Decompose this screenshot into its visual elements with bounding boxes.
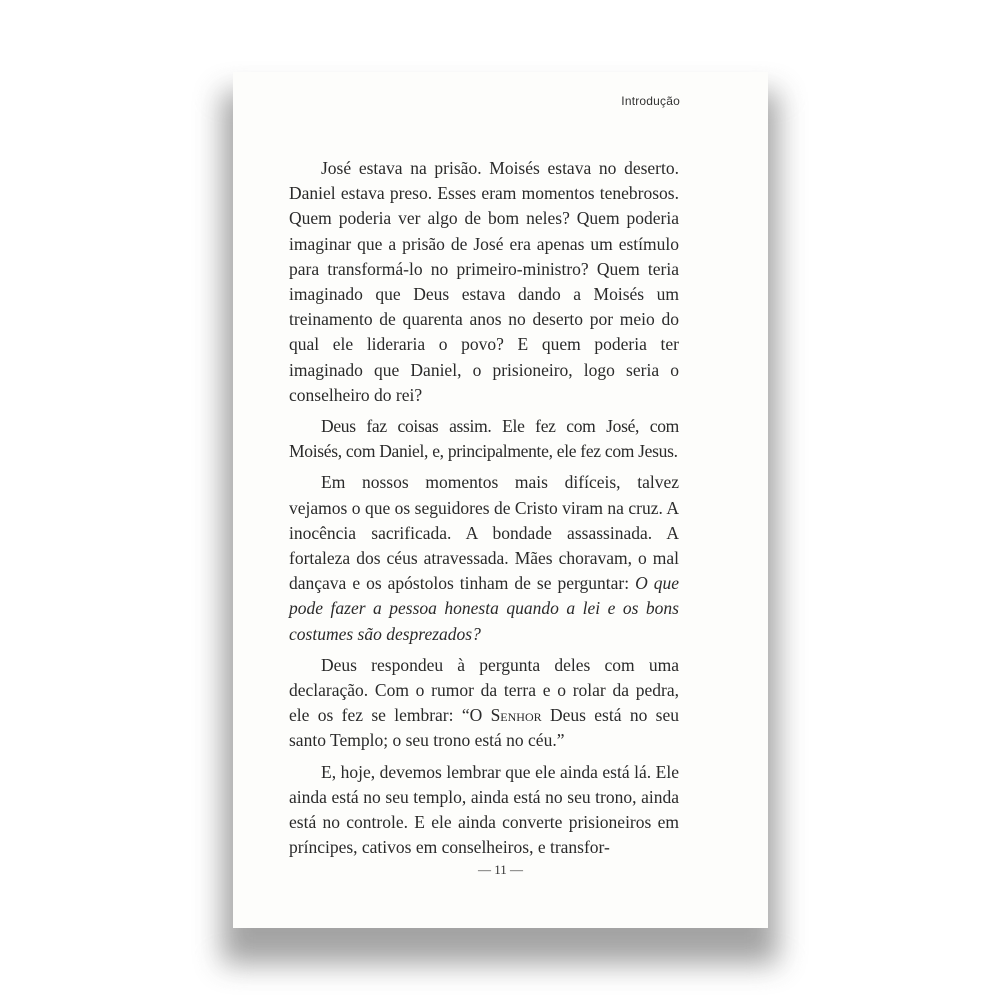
paragraph-4: [289, 653, 679, 754]
paragraph-4-start: Deus respondeu à pergunta deles com uma declaração. Com o rumor da terra e o rolar da pedra, ele os fez se lembrar: “O: [289, 654, 679, 726]
body-text: [289, 156, 679, 866]
running-head: Introdução: [621, 94, 680, 108]
paragraph-4-end: Deus está no seu santo Templo; o seu trono está no céu.”: [289, 705, 679, 751]
page-number: — 11 —: [477, 862, 524, 877]
paragraph-3: [289, 470, 679, 646]
paragraph-3-roman: Em nossos momentos mais difíceis, talvez vejamos o que os seguidores de Cristo viram na cruz. A inocência sacrificada. A bondade assassinada. A fortaleza dos céus atravessada. Mães choravam, o mal dançava e os apóstolos tinham de se perguntar:: [289, 472, 679, 594]
paragraph-2: Deus faz coisas assim. Ele fez com José, com Moisés, com Daniel, e, principalmente, ele fez com Jesus.: [289, 416, 679, 462]
book-page: [233, 72, 768, 928]
paragraph-4-smallcaps: Senhor: [490, 705, 542, 726]
paragraph-3-italic: O que pode fazer a pessoa honesta quando a lei e os bons costumes são desprezados?: [289, 573, 680, 644]
paragraph-1: José estava na prisão. Moisés estava no deserto. Daniel estava preso. Esses eram momentos tenebrosos. Quem poderia ver algo de bom neles? Quem poderia imaginar que a prisão de José era apenas um estímulo para transformá-lo no primeiro-ministro? Quem teria imaginado que Deus estava dando a Moisés um treinamento de quarenta anos no deserto por meio do qual ele lideraria o povo? E quem poderia ter imaginado que Daniel, o prisioneiro, logo seria o conselheiro do rei?: [289, 158, 679, 405]
paragraph-5: E, hoje, devemos lembrar que ele ainda está lá. Ele ainda está no seu templo, ainda está no seu trono, ainda está no controle. E ele ainda converte prisioneiros em príncipes, cativos em conselheiros, e transfor-: [289, 761, 679, 858]
